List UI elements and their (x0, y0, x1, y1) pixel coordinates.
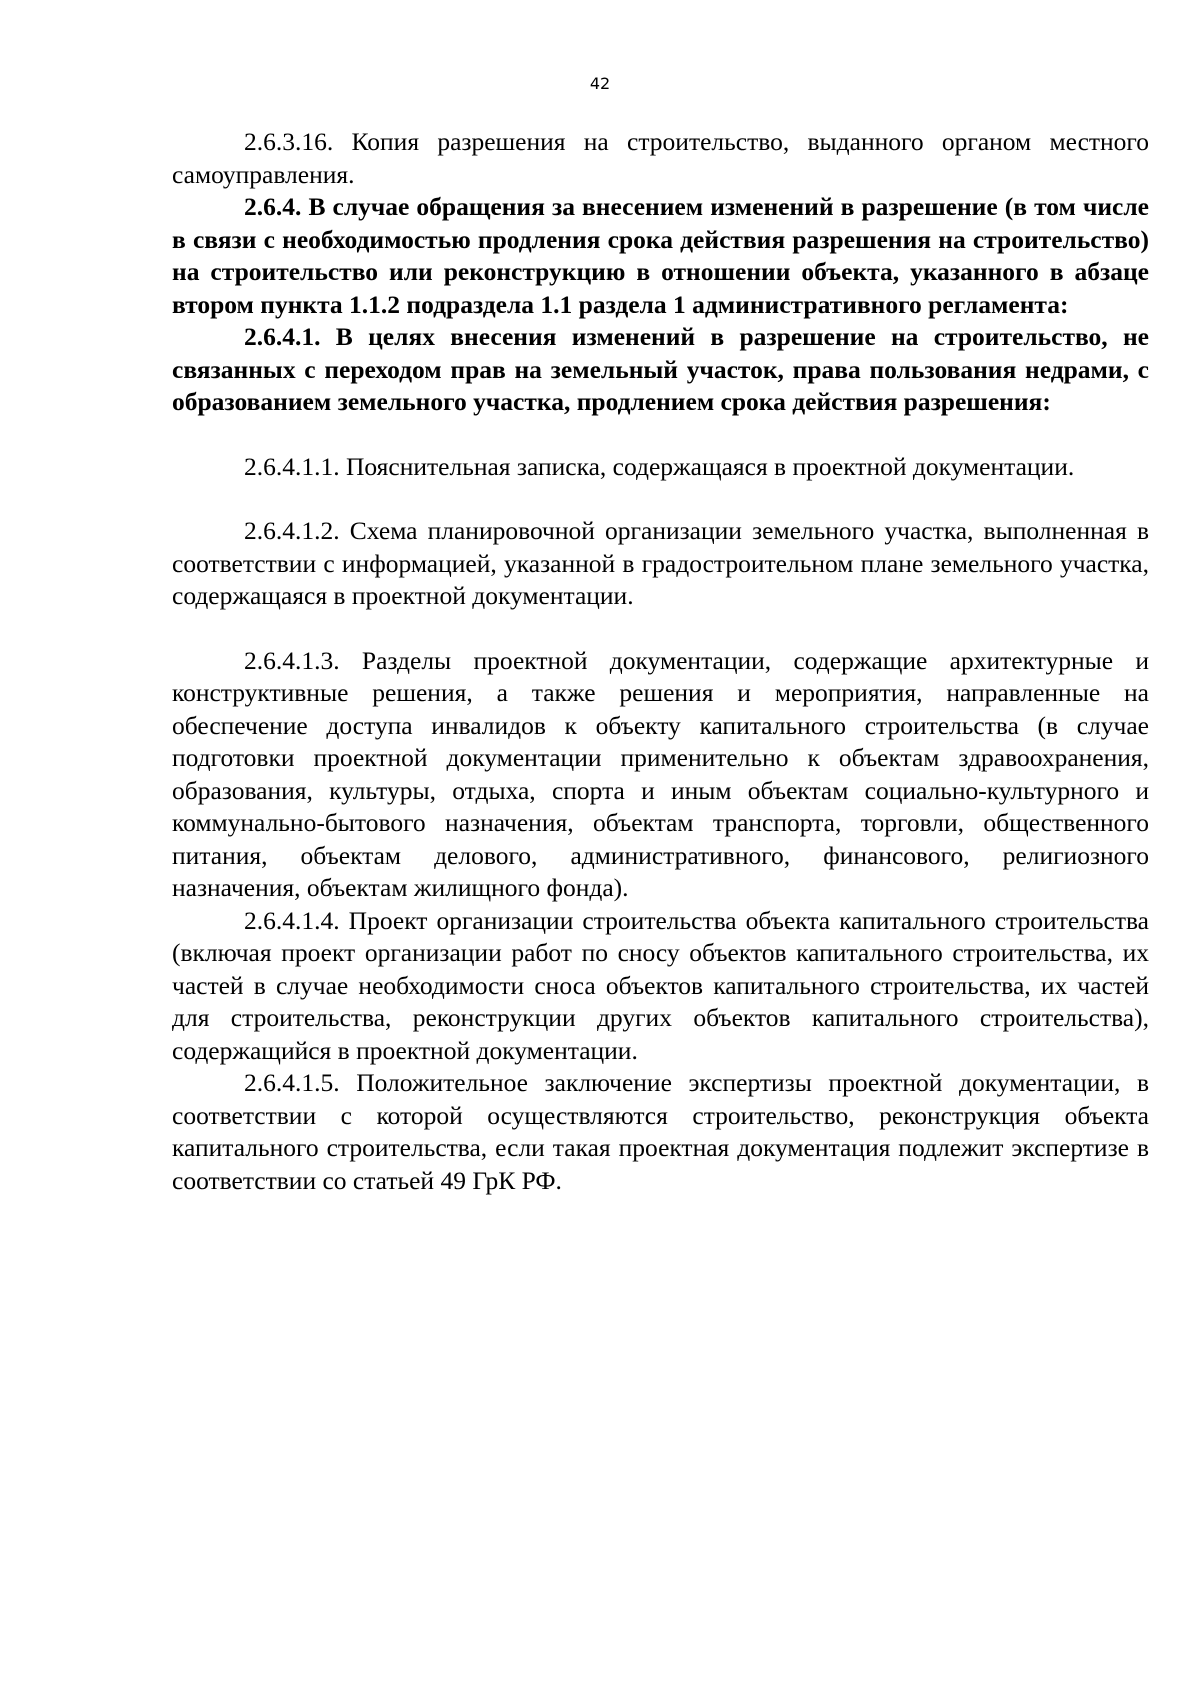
paragraph-2-6-4-1-1: 2.6.4.1.1. Пояснительная записка, содержащаяся в проектной документации. (244, 451, 1075, 481)
paragraph-2-6-4-1-5: 2.6.4.1.5. Положительное заключение экспертизы проектной документации, в соответствии с которой осуществляются строительство, реконструкция объекта капитального строительства, если такая проектная документация подлежит экспертизе в соответствии со статьей 49 ГрК РФ. (172, 1068, 1149, 1195)
paragraph-2-6-4-1-4: 2.6.4.1.4. Проект организации строительства объекта капитального строительства (включая проект организации работ по сносу объектов капитального строительства, их частей в случае необходимости сноса объектов капитального строительства, их частей для строительства, реконструкции других объектов капитального строительства), содержащийся в проектной документации. (172, 905, 1149, 1065)
paragraph-2-6-4-1-3: 2.6.4.1.3. Разделы проектной документации, содержащие архитектурные и конструктивные решения, а также решения и мероприятия, направленные на обеспечение доступа инвалидов к объекту капитального строительства (в случае подготовки проектной документации применительно к объектам здравоохранения, образования, культуры, отдыха, спорта и иным объектам социально-культурного и коммунально-бытового назначения, объектам транспорта, торговли, общественного питания, объектам делового, административного, финансового, религиозного назначения, объектам жилищного фонда). (172, 645, 1149, 902)
page-number: 42 (589, 74, 611, 93)
paragraph-2-6-4: 2.6.4. В случае обращения за внесением изменений в разрешение (в том числе в связи с необходимостью продления срока действия разрешения на строительство) на строительство или реконструкцию в отношении объекта, указанного в абзаце втором пункта 1.1.2 подраздела 1.1 раздела 1 административного регламента: (172, 192, 1149, 319)
paragraph-2-6-3-16: 2.6.3.16. Копия разрешения на строительство, выданного органом местного самоуправления. (172, 127, 1149, 189)
paragraph-2-6-4-1: 2.6.4.1. В целях внесения изменений в разрешение на строительство, не связанных с переходом прав на земельный участок, права пользования недрами, с образованием земельного участка, продлением срока действия разрешения: (172, 322, 1149, 416)
document-body (172, 126, 1149, 1197)
paragraph-2-6-4-1-2: 2.6.4.1.2. Схема планировочной организации земельного участка, выполненная в соответствии с информацией, указанной в градостроительном плане земельного участка, содержащаяся в проектной документации. (172, 516, 1149, 610)
